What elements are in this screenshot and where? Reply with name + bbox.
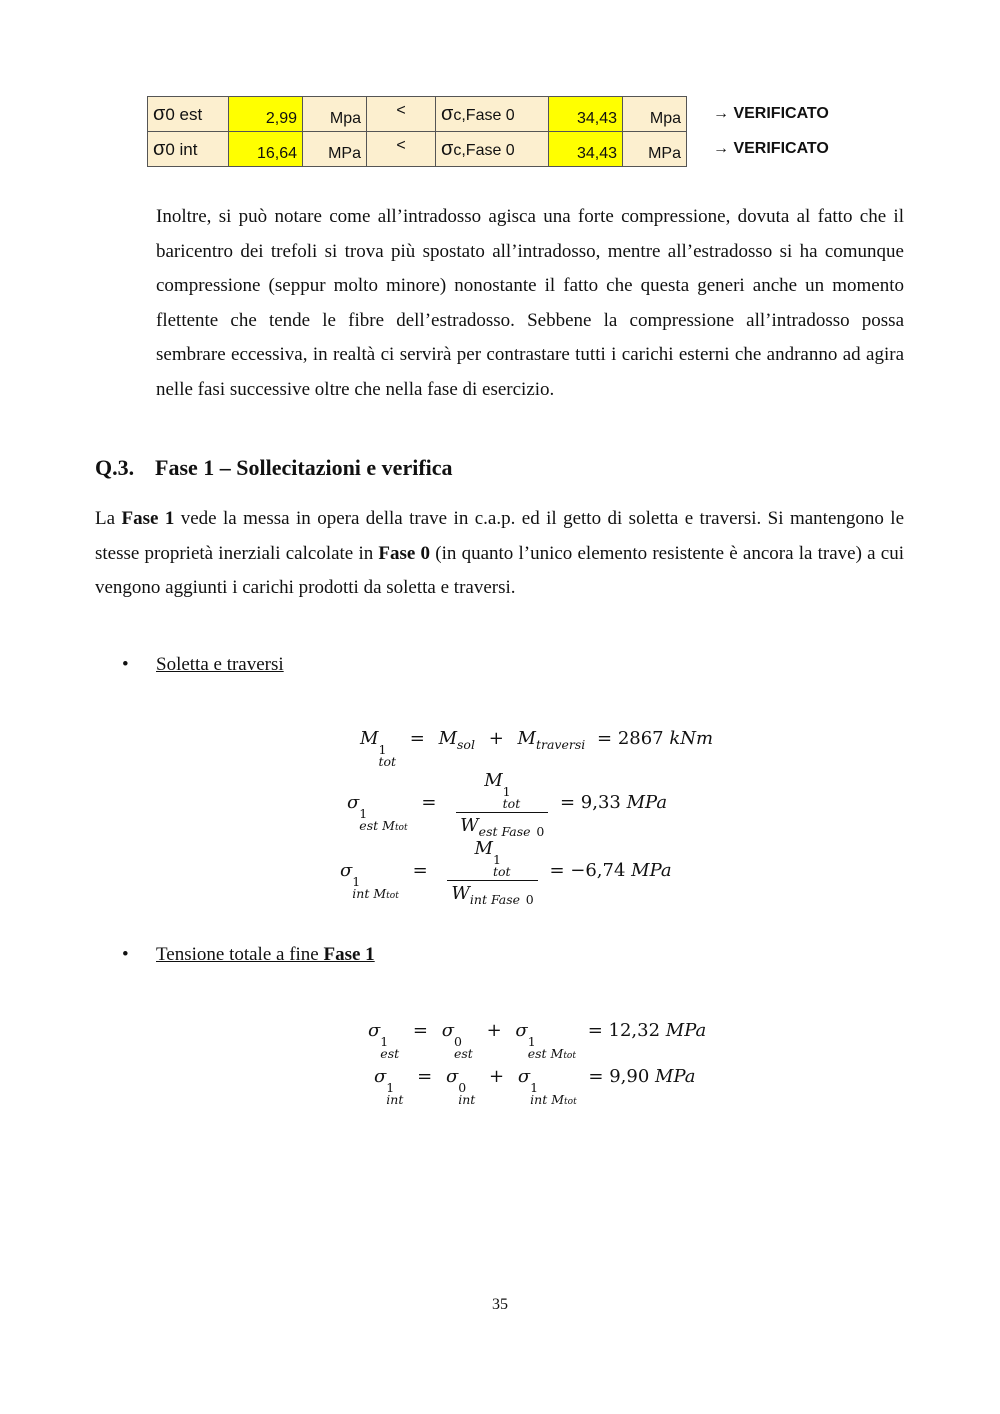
equation-total-moment: M 1 tot = $M_{sol} + M_{traversi} = 2867$ kNm	[360, 728, 714, 769]
equation-sigma-est: σ 1 est Mtot = M 1 tot $W_{est Fase}$ $_0$ = 9,33 MPa	[347, 770, 668, 839]
bullet-marker: •	[122, 654, 129, 675]
stress-unit: Mpa	[303, 97, 367, 132]
limit-value: 34,43	[549, 132, 623, 167]
bullet-tensione-totale	[122, 944, 375, 966]
equation-total-sigma-est: σ 1 est = σ 0 est + σ 1 est Mtot = 12,32 MPa	[368, 1020, 707, 1061]
relation-sign: <	[367, 132, 436, 167]
limit-unit: MPa	[623, 132, 687, 167]
bullet-marker: •	[122, 944, 129, 965]
equation-total-sigma-int: σ 1 int = σ 0 int + σ 1 int Mtot = 9,90 MPa	[374, 1066, 696, 1107]
verification-result: → VERIFICATO	[687, 132, 847, 167]
paragraph-compression-note: Inoltre, si può notare come all’intradosso agisca una forte compressione, dovuta al fatto che il baricentro dei trefoli si trova più spostato all’intradosso, mentre all’estradosso si ha comunque compressione (seppur molto minore) nonostante il fatto che questa generi anche un momento flettente che tende le fibre dell’estradosso. Sebbene la compressione all’intradosso possa sembrare eccessiva, in realtà ci servirà per contrastare tutti i carichi esterni che andranno ad agira nelle fasi successive oltre che nella fase di esercizio.	[156, 206, 904, 400]
fraction: M 1 tot $W_{est Fase}$ $_0$	[456, 770, 548, 836]
section-title: Fase 1 – Sollecitazioni e verifica	[155, 455, 453, 480]
verification-table	[147, 96, 847, 167]
section-heading	[95, 455, 453, 481]
limit-label: σc,Fase 0	[436, 97, 549, 132]
stress-value: 16,64	[229, 132, 303, 167]
stress-label: σ0 est	[148, 97, 229, 132]
paragraph-fase1-intro: La Fase 1 vede la messa in opera della trave in c.a.p. ed il getto di soletta e traversi. Si mantengono le stesse proprietà inerziali calcolate in Fase 0 (in quanto l’unico elemento resistente è ancora la trave) a cui vengono aggiunti i carichi prodotti da soletta e traversi.	[95, 508, 904, 599]
equation-sigma-int: σ 1 int Mtot = M 1 tot $W_{int Fase}$ $_0$ = −6,74 MPa	[340, 838, 672, 907]
bullet-text: Tensione totale a fine Fase 1	[156, 944, 375, 965]
bullet-soletta-traversi	[122, 654, 284, 676]
relation-sign: <	[367, 97, 436, 132]
fraction: M 1 tot $W_{int Fase}$ $_0$	[447, 838, 537, 904]
stress-label: σ0 int	[148, 132, 229, 167]
stress-unit: MPa	[303, 132, 367, 167]
limit-label: σc,Fase 0	[436, 132, 549, 167]
page-number: 35	[492, 1296, 508, 1313]
limit-value: 34,43	[549, 97, 623, 132]
table-row	[148, 97, 847, 132]
stress-value: 2,99	[229, 97, 303, 132]
table-row	[148, 132, 847, 167]
section-number: Q.3.	[95, 455, 135, 480]
limit-unit: Mpa	[623, 97, 687, 132]
verification-result: → VERIFICATO	[687, 97, 847, 132]
bullet-text: Soletta e traversi	[156, 654, 284, 675]
